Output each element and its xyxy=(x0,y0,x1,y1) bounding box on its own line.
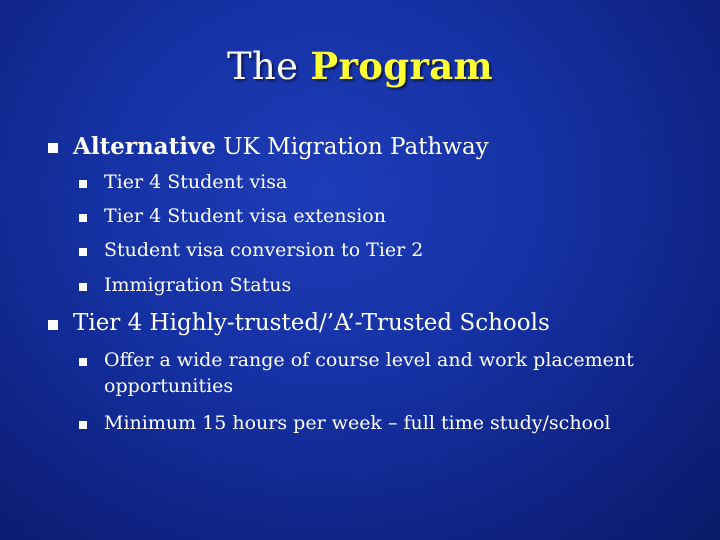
square-bullet-icon xyxy=(48,320,58,330)
square-bullet-icon xyxy=(48,143,58,153)
square-bullet-icon xyxy=(79,180,87,188)
square-bullet-icon xyxy=(79,421,87,429)
title-text-the: The xyxy=(227,45,311,88)
sub-bullet-tier4-extension: Tier 4 Student visa extension xyxy=(104,205,386,227)
bullet-bold-text: Alternative xyxy=(73,133,216,160)
square-bullet-icon xyxy=(79,358,87,366)
sub-bullet-immigration-status: Immigration Status xyxy=(104,274,292,296)
sub-bullet-course-range-line2: opportunities xyxy=(104,375,234,397)
bullet-alternative-pathway xyxy=(73,133,489,160)
square-bullet-icon xyxy=(79,248,87,256)
sub-bullet-conversion-tier2: Student visa conversion to Tier 2 xyxy=(104,239,424,261)
bullet-text: UK Migration Pathway xyxy=(215,134,489,160)
sub-bullet-course-range-line1: Offer a wide range of course level and work placement xyxy=(104,349,634,371)
bullet-trusted-schools: Tier 4 Highly-trusted/’A’-Trusted Schools xyxy=(73,310,550,336)
sub-bullet-tier4-visa: Tier 4 Student visa xyxy=(104,171,288,193)
slide-title xyxy=(0,44,720,88)
square-bullet-icon xyxy=(79,214,87,222)
square-bullet-icon xyxy=(79,283,87,291)
title-text-program: Program xyxy=(310,44,493,88)
sub-bullet-minimum-hours: Minimum 15 hours per week – full time study/school xyxy=(104,412,611,434)
